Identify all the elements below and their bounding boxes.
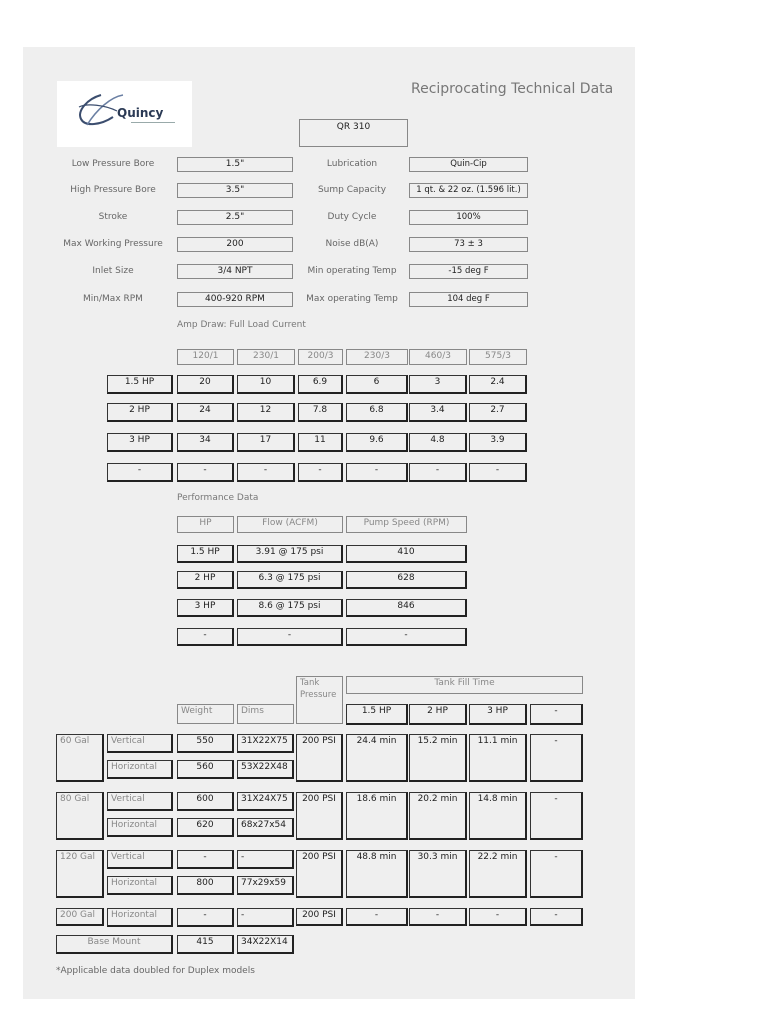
dims-header: Dims — [237, 704, 294, 724]
performance-cell: 3 HP — [177, 599, 234, 617]
fill-time-cell: - — [469, 908, 527, 926]
tank-size-cell: 200 Gal — [56, 908, 104, 926]
performance-cell: 846 — [346, 599, 467, 617]
amp-cell: - — [298, 463, 343, 482]
amp-cell: 3 — [409, 375, 467, 394]
fill-time-header-cell: 3 HP — [469, 704, 527, 725]
performance-cell: - — [346, 628, 467, 646]
tank-pressure-cell: 200 PSI — [296, 850, 343, 898]
amp-cell: 24 — [177, 403, 234, 422]
amp-cell: 20 — [177, 375, 234, 394]
amp-cell: 11 — [298, 433, 343, 452]
amp-cell: 3.9 — [469, 433, 527, 452]
spec-value: 73 ± 3 — [409, 237, 528, 252]
performance-header-cell: HP — [177, 516, 234, 533]
amp-cell: 6.9 — [298, 375, 343, 394]
quincy-logo — [57, 81, 192, 147]
spec-label: Sump Capacity — [317, 185, 387, 195]
footnote: *Applicable data doubled for Duplex models — [56, 966, 255, 976]
performance-cell: 1.5 HP — [177, 545, 234, 563]
spec-label: Min/Max RPM — [83, 294, 143, 304]
tank-pressure-cell: 200 PSI — [296, 792, 343, 840]
amp-header-cell: 120/1 — [177, 349, 234, 365]
amp-cell: 2.4 — [469, 375, 527, 394]
spec-label: Duty Cycle — [327, 212, 377, 222]
spec-value: 1.5" — [177, 157, 293, 172]
orientation-cell: Horizontal — [107, 908, 173, 927]
amp-header-cell: 230/3 — [346, 349, 408, 365]
performance-cell: 8.6 @ 175 psi — [237, 599, 343, 617]
fill-time-cell: 11.1 min — [469, 734, 527, 782]
fill-time-cell: 24.4 min — [346, 734, 408, 782]
performance-cell: 410 — [346, 545, 467, 563]
dims-cell: 31X24X75 — [237, 792, 294, 811]
spec-label: Noise dB(A) — [325, 239, 379, 249]
fill-time-cell: - — [530, 850, 583, 898]
fill-time-cell: 30.3 min — [409, 850, 467, 898]
spec-label: Inlet Size — [92, 266, 134, 276]
amp-cell: - — [346, 463, 408, 482]
amp-cell: 17 — [237, 433, 295, 452]
fill-time-cell: 15.2 min — [409, 734, 467, 782]
weight-cell: 800 — [177, 876, 234, 895]
weight-cell: - — [177, 850, 234, 869]
spec-label: Min operating Temp — [307, 266, 397, 276]
spec-value: 400-920 RPM — [177, 292, 293, 307]
amp-hp-label: 1.5 HP — [107, 375, 173, 394]
amp-header-cell: 200/3 — [298, 349, 343, 365]
orientation-cell: Vertical — [107, 734, 173, 753]
weight-cell: 550 — [177, 734, 234, 753]
amp-cell: - — [237, 463, 295, 482]
fill-time-header-cell: 1.5 HP — [346, 704, 408, 725]
dims-cell: - — [237, 908, 294, 927]
performance-cell: - — [237, 628, 343, 646]
orientation-cell: Vertical — [107, 792, 173, 811]
orientation-cell: Horizontal — [107, 818, 173, 837]
fill-time-cell: - — [409, 908, 467, 926]
amp-cell: - — [409, 463, 467, 482]
performance-header-cell: Pump Speed (RPM) — [346, 516, 467, 533]
amp-cell: 4.8 — [409, 433, 467, 452]
base-mount-label: Base Mount — [56, 935, 173, 954]
fill-time-cell: 14.8 min — [469, 792, 527, 840]
performance-cell: 628 — [346, 571, 467, 589]
spec-value: 200 — [177, 237, 293, 252]
spec-value: 104 deg F — [409, 292, 528, 307]
dims-cell: 68x27x54 — [237, 818, 294, 837]
performance-cell: 6.3 @ 175 psi — [237, 571, 343, 589]
spec-value: 1 qt. & 22 oz. (1.596 lit.) — [409, 183, 528, 198]
tank-size-cell: 80 Gal — [56, 792, 104, 840]
fill-time-cell: - — [530, 734, 583, 782]
fill-time-header-cell: - — [530, 704, 583, 725]
weight-cell: 600 — [177, 792, 234, 811]
amp-cell: 12 — [237, 403, 295, 422]
tank-pressure-cell: 200 PSI — [296, 908, 343, 926]
amp-cell: 10 — [237, 375, 295, 394]
tank-fill-time-header: Tank Fill Time — [346, 676, 583, 694]
spec-value: 2.5" — [177, 210, 293, 225]
dims-cell: 53X22X48 — [237, 760, 294, 779]
spec-value: Quin-Cip — [409, 157, 528, 172]
spec-label: Stroke — [98, 212, 128, 222]
spec-value: 3.5" — [177, 183, 293, 198]
performance-cell: 2 HP — [177, 571, 234, 589]
fill-time-header-cell: 2 HP — [409, 704, 467, 725]
tank-size-cell: 60 Gal — [56, 734, 104, 782]
amp-cell: 9.6 — [346, 433, 408, 452]
fill-time-cell: 20.2 min — [409, 792, 467, 840]
dims-cell: - — [237, 850, 294, 869]
amp-section-title: Amp Draw: Full Load Current — [177, 320, 306, 330]
tank-pressure-cell: 200 PSI — [296, 734, 343, 782]
amp-cell: 2.7 — [469, 403, 527, 422]
logo-wordmark: Quincy — [117, 106, 164, 120]
page-title: Reciprocating Technical Data — [411, 81, 614, 97]
fill-time-cell: 48.8 min — [346, 850, 408, 898]
spec-label: Lubrication — [326, 159, 378, 169]
weight-header: Weight — [177, 704, 234, 724]
performance-section-title: Performance Data — [177, 493, 259, 503]
spec-value: 100% — [409, 210, 528, 225]
weight-cell: 560 — [177, 760, 234, 779]
tank-pressure-header: Tank Pressure — [296, 676, 343, 724]
spec-label: Max operating Temp — [306, 294, 398, 304]
orientation-cell: Horizontal — [107, 876, 173, 895]
amp-hp-label: 3 HP — [107, 433, 173, 452]
amp-cell: 34 — [177, 433, 234, 452]
spec-value: 3/4 NPT — [177, 264, 293, 279]
amp-cell: - — [177, 463, 234, 482]
base-mount-dims: 34X22X14 — [237, 935, 294, 954]
amp-cell: - — [469, 463, 527, 482]
weight-cell: - — [177, 908, 234, 927]
orientation-cell: Horizontal — [107, 760, 173, 779]
fill-time-cell: 18.6 min — [346, 792, 408, 840]
weight-cell: 620 — [177, 818, 234, 837]
amp-cell: 7.8 — [298, 403, 343, 422]
base-mount-weight: 415 — [177, 935, 234, 954]
spec-label: Max Working Pressure — [63, 239, 163, 249]
spec-label: High Pressure Bore — [70, 185, 156, 195]
dims-cell: 31X22X75 — [237, 734, 294, 753]
fill-time-cell: - — [346, 908, 408, 926]
tank-size-cell: 120 Gal — [56, 850, 104, 898]
amp-cell: 6 — [346, 375, 408, 394]
fill-time-cell: - — [530, 908, 583, 926]
fill-time-cell: - — [530, 792, 583, 840]
dims-cell: 77x29x59 — [237, 876, 294, 895]
amp-header-cell: 230/1 — [237, 349, 295, 365]
model-box: QR 310 — [299, 119, 408, 147]
performance-cell: - — [177, 628, 234, 646]
amp-hp-label: - — [107, 463, 173, 482]
performance-cell: 3.91 @ 175 psi — [237, 545, 343, 563]
orientation-cell: Vertical — [107, 850, 173, 869]
performance-header-cell: Flow (ACFM) — [237, 516, 343, 533]
amp-header-cell: 575/3 — [469, 349, 527, 365]
amp-hp-label: 2 HP — [107, 403, 173, 422]
spec-value: -15 deg F — [409, 264, 528, 279]
amp-cell: 6.8 — [346, 403, 408, 422]
spec-label: Low Pressure Bore — [71, 159, 155, 169]
fill-time-cell: 22.2 min — [469, 850, 527, 898]
amp-cell: 3.4 — [409, 403, 467, 422]
amp-header-cell: 460/3 — [409, 349, 467, 365]
